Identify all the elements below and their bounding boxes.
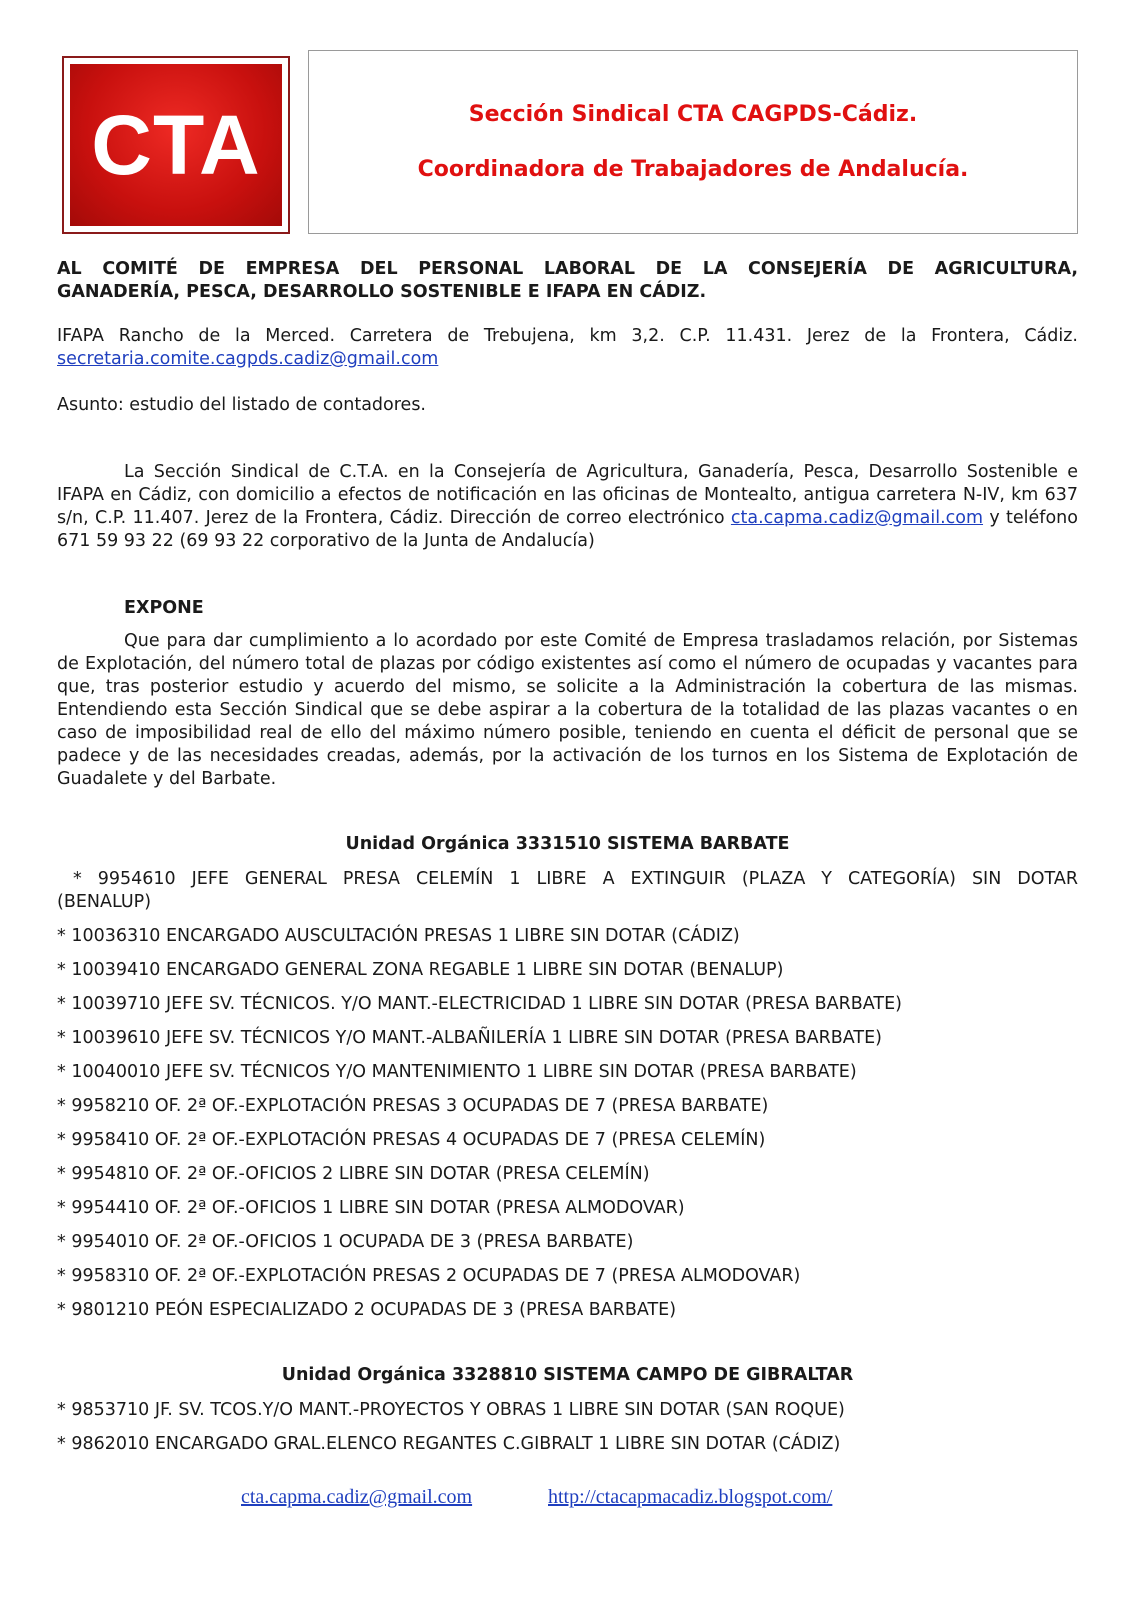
- list-item-line-2: (BENALUP): [57, 892, 152, 912]
- list-item: * 10039410 ENCARGADO GENERAL ZONA REGABLE 1 LIBRE SIN DOTAR (BENALUP): [57, 960, 784, 980]
- addressee: [57, 258, 1078, 304]
- expone-title: EXPONE: [124, 598, 204, 618]
- secretary-email-link[interactable]: secretaria.comite.cagpds.cadiz@gmail.com: [57, 349, 439, 369]
- unit-heading-barbate: Unidad Orgánica 3331510 SISTEMA BARBATE: [345, 834, 790, 854]
- list-item: * 9801210 PEÓN ESPECIALIZADO 2 OCUPADAS DE 3 (PRESA BARBATE): [57, 1300, 677, 1320]
- list-item: * 9958410 OF. 2ª OF.-EXPLOTACIÓN PRESAS 4 OCUPADAS DE 7 (PRESA CELEMÍN): [57, 1130, 766, 1150]
- footer-blog-link[interactable]: http://ctacapmacadiz.blogspot.com/: [548, 1486, 833, 1508]
- subject-line: Asunto: estudio del listado de contadores.: [57, 395, 426, 415]
- footer-email-link[interactable]: cta.capma.cadiz@gmail.com: [241, 1486, 473, 1508]
- list-item: * 9862010 ENCARGADO GRAL.ELENCO REGANTES C.GIBRALT 1 LIBRE SIN DOTAR (CÁDIZ): [57, 1434, 841, 1454]
- cta-logo-badge: [70, 64, 282, 226]
- header-title-section: Sección Sindical CTA CAGPDS-Cádiz.: [468, 102, 918, 127]
- list-item: * 9958210 OF. 2ª OF.-EXPLOTACIÓN PRESAS 3 OCUPADAS DE 7 (PRESA BARBATE): [57, 1096, 769, 1116]
- list-item: * 10036310 ENCARGADO AUSCULTACIÓN PRESAS 1 LIBRE SIN DOTAR (CÁDIZ): [57, 926, 740, 946]
- list-item: * 9954410 OF. 2ª OF.-OFICIOS 1 LIBRE SIN DOTAR (PRESA ALMODOVAR): [57, 1198, 685, 1218]
- list-item: * 10039610 JEFE SV. TÉCNICOS Y/O MANT.-ALBAÑILERÍA 1 LIBRE SIN DOTAR (PRESA BARBATE): [57, 1028, 882, 1048]
- header-box: [308, 50, 1078, 234]
- list-item-line-1: * 9954610 JEFE GENERAL PRESA CELEMÍN 1 LIBRE A EXTINGUIR (PLAZA Y CATEGORÍA) SIN DOTAR: [57, 869, 1078, 889]
- cta-email-link[interactable]: cta.capma.cadiz@gmail.com: [730, 508, 984, 528]
- cta-logo: [62, 56, 290, 234]
- logo-text: CTA: [91, 98, 261, 192]
- expone-paragraph: Que para dar cumplimiento a lo acordado por este Comité de Empresa trasladamos relación, por Sistemas de Explotación, del número total de plazas por código existentes así como el número de ocupadas y vacantes para que, tras posterior estudio y acuerdo del mismo, se solicite a la Administración la cobertura de las mismas. Entendiendo esta Sección Sindical que se debe aspirar a la cobertura de la totalidad de las plazas vacantes o en caso de imposibilidad real de ello del máximo número posible, teniendo en cuenta el déficit de personal que se padece y de las necesidades creadas, además, por la activación de los turnos en los Sistema de Explotación de Guadalete y del Barbate.: [57, 631, 1078, 789]
- list-item: * 9954010 OF. 2ª OF.-OFICIOS 1 OCUPADA DE 3 (PRESA BARBATE): [57, 1232, 634, 1252]
- list-item: * 9958310 OF. 2ª OF.-EXPLOTACIÓN PRESAS 2 OCUPADAS DE 7 (PRESA ALMODOVAR): [57, 1266, 801, 1286]
- list-item: * 9954810 OF. 2ª OF.-OFICIOS 2 LIBRE SIN DOTAR (PRESA CELEMÍN): [57, 1164, 650, 1184]
- list-item: * 10040010 JEFE SV. TÉCNICOS Y/O MANTENIMIENTO 1 LIBRE SIN DOTAR (PRESA BARBATE): [57, 1062, 857, 1082]
- address-line: IFAPA Rancho de la Merced. Carretera de Trebujena, km 3,2. C.P. 11.431. Jerez de la Frontera, Cádiz.: [57, 326, 1078, 346]
- unit-heading-campo-gibraltar: Unidad Orgánica 3328810 SISTEMA CAMPO DE GIBRALTAR: [281, 1365, 854, 1385]
- intro-tail: y teléfono 671 59 93 22 (69 93 22 corporativo de la Junta de Andalucía): [57, 508, 1078, 551]
- list-item: * 9853710 JF. SV. TCOS.Y/O MANT.-PROYECTOS Y OBRAS 1 LIBRE SIN DOTAR (SAN ROQUE): [57, 1400, 845, 1420]
- addressee-line-1: AL COMITÉ DE EMPRESA DEL PERSONAL LABORAL DE LA CONSEJERÍA DE AGRICULTURA,: [57, 259, 1078, 279]
- list-item: * 10039710 JEFE SV. TÉCNICOS. Y/O MANT.-ELECTRICIDAD 1 LIBRE SIN DOTAR (PRESA BARBATE): [57, 994, 902, 1014]
- header-title-coordinator: Coordinadora de Trabajadores de Andalucía.: [417, 157, 969, 182]
- intro-text: La Sección Sindical de C.T.A. en la Consejería de Agricultura, Ganadería, Pesca, Desarrollo Sostenible e IFAPA en Cádiz, con domicilio a efectos de notificación en las oficinas de Montealto, antigua carretera N-IV, km 637 s/n, C.P. 11.407. Jerez de la Frontera, Cádiz. Dirección de correo electrónico: [57, 462, 1078, 528]
- addressee-line-2: GANADERÍA, PESCA, DESARROLLO SOSTENIBLE E IFAPA EN CÁDIZ.: [57, 282, 707, 302]
- intro-paragraph: [57, 461, 1078, 553]
- address-block: [57, 325, 1078, 371]
- list-item: [57, 868, 1078, 914]
